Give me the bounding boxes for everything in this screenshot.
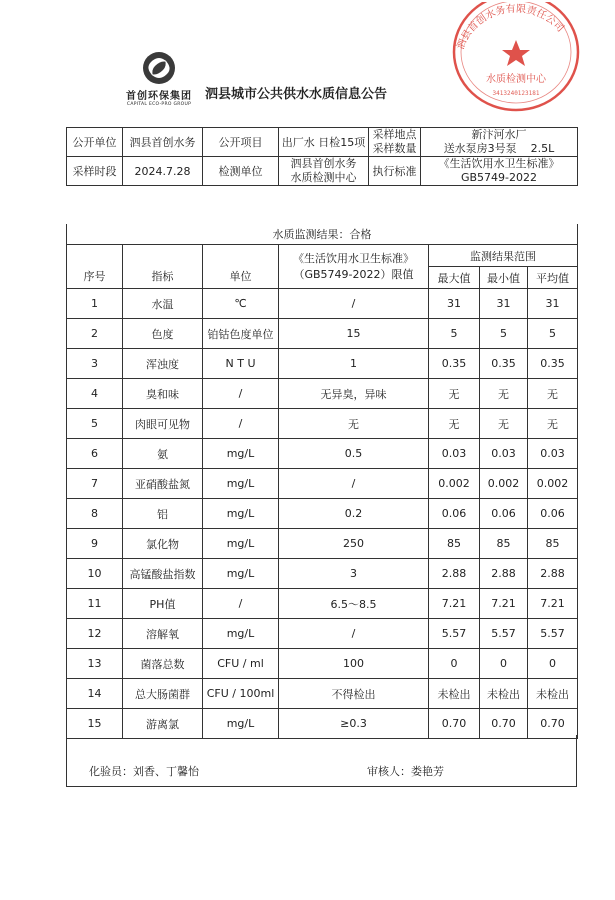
label-publisher: 公开单位 <box>67 128 123 157</box>
row-limit: 15 <box>279 319 429 349</box>
summary-row <box>67 224 578 245</box>
label-testing-unit: 检测单位 <box>203 157 279 186</box>
row-avg: 0.06 <box>528 499 578 529</box>
header-limit-line-2: （GB5749-2022）限值 <box>293 267 414 281</box>
row-max: 0.03 <box>429 439 480 469</box>
row-max: 0 <box>429 649 480 679</box>
row-avg: 5.57 <box>528 619 578 649</box>
row-seq: 1 <box>67 289 123 319</box>
label-item: 公开项目 <box>203 128 279 157</box>
row-seq: 2 <box>67 319 123 349</box>
svg-text:3413240123181: 3413240123181 <box>492 90 540 97</box>
header-max: 最大值 <box>429 267 480 289</box>
reviewer-signature: 审核人：娄艳芳 <box>367 765 444 778</box>
row-seq: 3 <box>67 349 123 379</box>
row-seq: 14 <box>67 679 123 709</box>
label-location-quantity <box>369 128 421 157</box>
row-avg: 31 <box>528 289 578 319</box>
table-row <box>67 649 578 679</box>
table-row <box>67 529 578 559</box>
row-limit: 无 <box>279 409 429 439</box>
row-max: 5 <box>429 319 480 349</box>
label-sampling-time: 采样时段 <box>67 157 123 186</box>
row-min: 无 <box>480 409 528 439</box>
row-indicator: PH值 <box>123 589 203 619</box>
meta-row-2 <box>67 157 578 186</box>
row-unit: mg/L <box>203 469 279 499</box>
row-indicator: 菌落总数 <box>123 649 203 679</box>
row-min: 5 <box>480 319 528 349</box>
row-max: 无 <box>429 379 480 409</box>
row-min: 2.88 <box>480 559 528 589</box>
svg-text:水质检测中心: 水质检测中心 <box>486 74 546 85</box>
row-min: 0.03 <box>480 439 528 469</box>
row-min: 0 <box>480 649 528 679</box>
table-row <box>67 619 578 649</box>
logo-chinese: 首创环保集团 <box>126 91 192 102</box>
label-quantity: 采样数量 <box>372 142 417 155</box>
row-min: 0.002 <box>480 469 528 499</box>
row-avg: 0.002 <box>528 469 578 499</box>
row-indicator: 氯化物 <box>123 529 203 559</box>
row-indicator: 亚硝酸盐氮 <box>123 469 203 499</box>
row-seq: 5 <box>67 409 123 439</box>
row-indicator: 色度 <box>123 319 203 349</box>
row-min: 7.21 <box>480 589 528 619</box>
result-rows <box>67 289 578 739</box>
row-max: 5.57 <box>429 619 480 649</box>
row-min: 0.70 <box>480 709 528 739</box>
table-row <box>67 349 578 379</box>
header-row-1 <box>67 245 578 267</box>
header-avg: 平均值 <box>528 267 578 289</box>
row-max: 85 <box>429 529 480 559</box>
header-min: 最小值 <box>480 267 528 289</box>
row-seq: 10 <box>67 559 123 589</box>
row-min: 0.06 <box>480 499 528 529</box>
row-unit: mg/L <box>203 619 279 649</box>
row-limit: 0.2 <box>279 499 429 529</box>
standard-line-1: 《生活饮用水卫生标准》 <box>438 157 560 170</box>
label-location: 采样地点 <box>372 128 417 141</box>
row-avg: 0 <box>528 649 578 679</box>
row-avg: 0.70 <box>528 709 578 739</box>
sampling-time-value: 2024.7.28 <box>123 157 203 186</box>
row-limit: 3 <box>279 559 429 589</box>
page-title: 泗县城市公共供水水质信息公告 <box>205 87 388 102</box>
row-max: 7.21 <box>429 589 480 619</box>
official-seal-icon <box>448 2 588 117</box>
row-limit: 无异臭，异味 <box>279 379 429 409</box>
table-row <box>67 559 578 589</box>
header-seq: 序号 <box>67 245 123 289</box>
row-unit: / <box>203 379 279 409</box>
row-seq: 8 <box>67 499 123 529</box>
row-unit: / <box>203 589 279 619</box>
meta-table <box>66 127 578 186</box>
row-avg: 0.35 <box>528 349 578 379</box>
row-limit: 250 <box>279 529 429 559</box>
row-seq: 6 <box>67 439 123 469</box>
meta-row-1 <box>67 128 578 157</box>
row-unit: / <box>203 409 279 439</box>
table-row <box>67 469 578 499</box>
header-unit: 单位 <box>203 245 279 289</box>
row-indicator: 肉眼可见物 <box>123 409 203 439</box>
testing-unit-value <box>279 157 369 186</box>
row-limit: ≥0.3 <box>279 709 429 739</box>
row-limit: / <box>279 289 429 319</box>
table-row <box>67 709 578 739</box>
row-max: 0.002 <box>429 469 480 499</box>
row-unit: mg/L <box>203 559 279 589</box>
row-min: 未检出 <box>480 679 528 709</box>
row-limit: 0.5 <box>279 439 429 469</box>
row-seq: 4 <box>67 379 123 409</box>
row-limit: 不得检出 <box>279 679 429 709</box>
row-limit: 6.5～8.5 <box>279 589 429 619</box>
row-indicator: 臭和味 <box>123 379 203 409</box>
row-avg: 未检出 <box>528 679 578 709</box>
row-min: 31 <box>480 289 528 319</box>
row-max: 未检出 <box>429 679 480 709</box>
table-row <box>67 379 578 409</box>
table-row <box>67 289 578 319</box>
row-limit: / <box>279 469 429 499</box>
logo-mark-icon <box>141 50 177 86</box>
results-table <box>66 224 578 739</box>
row-seq: 9 <box>67 529 123 559</box>
row-avg: 无 <box>528 379 578 409</box>
header-limit <box>279 245 429 289</box>
header-range: 监测结果范围 <box>429 245 578 267</box>
header-indicator: 指标 <box>123 245 203 289</box>
row-min: 85 <box>480 529 528 559</box>
row-seq: 11 <box>67 589 123 619</box>
row-indicator: 溶解氧 <box>123 619 203 649</box>
row-max: 31 <box>429 289 480 319</box>
publisher-value: 泗县首创水务 <box>123 128 203 157</box>
row-unit: mg/L <box>203 499 279 529</box>
row-avg: 7.21 <box>528 589 578 619</box>
row-limit: 1 <box>279 349 429 379</box>
row-min: 5.57 <box>480 619 528 649</box>
row-avg: 2.88 <box>528 559 578 589</box>
row-indicator: 高锰酸盐指数 <box>123 559 203 589</box>
company-logo <box>118 50 200 107</box>
row-limit: 100 <box>279 649 429 679</box>
header-limit-line-1: 《生活饮用水卫生标准》 <box>293 251 414 265</box>
table-row <box>67 679 578 709</box>
row-seq: 7 <box>67 469 123 499</box>
table-row <box>67 319 578 349</box>
row-min: 无 <box>480 379 528 409</box>
row-indicator: 铝 <box>123 499 203 529</box>
row-avg: 5 <box>528 319 578 349</box>
summary-text: 水质监测结果：合格 <box>67 224 578 245</box>
table-row <box>67 409 578 439</box>
row-indicator: 氨 <box>123 439 203 469</box>
label-standard: 执行标准 <box>369 157 421 186</box>
standard-line-2: GB5749-2022 <box>460 171 538 184</box>
item-value: 出厂水 日检15项 <box>279 128 369 157</box>
row-seq: 15 <box>67 709 123 739</box>
table-row <box>67 589 578 619</box>
row-unit: 铂钴色度单位 <box>203 319 279 349</box>
row-limit: / <box>279 619 429 649</box>
row-unit: mg/L <box>203 529 279 559</box>
row-unit: mg/L <box>203 709 279 739</box>
row-indicator: 浑浊度 <box>123 349 203 379</box>
row-avg: 0.03 <box>528 439 578 469</box>
row-max: 0.35 <box>429 349 480 379</box>
table-row <box>67 499 578 529</box>
row-indicator: 总大肠菌群 <box>123 679 203 709</box>
svg-text:泗县首创水务有限责任公司: 泗县首创水务有限责任公司 <box>455 3 566 52</box>
row-unit: mg/L <box>203 439 279 469</box>
row-max: 0.06 <box>429 499 480 529</box>
row-unit: ℃ <box>203 289 279 319</box>
row-unit: N T U <box>203 349 279 379</box>
row-indicator: 游离氯 <box>123 709 203 739</box>
location-value: 新汴河水厂 <box>471 128 527 141</box>
row-indicator: 水温 <box>123 289 203 319</box>
signature-area <box>66 735 577 787</box>
table-row <box>67 439 578 469</box>
tester-signature: 化验员：刘香、丁馨怡 <box>89 765 199 778</box>
row-seq: 12 <box>67 619 123 649</box>
row-avg: 无 <box>528 409 578 439</box>
row-seq: 13 <box>67 649 123 679</box>
row-max: 2.88 <box>429 559 480 589</box>
location-quantity-value <box>421 128 578 157</box>
testing-unit-line-2: 水质检测中心 <box>290 171 357 184</box>
row-max: 无 <box>429 409 480 439</box>
logo-english: CAPITAL ECO-PRO GROUP <box>126 102 192 107</box>
row-min: 0.35 <box>480 349 528 379</box>
row-avg: 85 <box>528 529 578 559</box>
standard-value <box>421 157 578 186</box>
row-unit: CFU / ml <box>203 649 279 679</box>
row-unit: CFU / 100ml <box>203 679 279 709</box>
testing-unit-line-1: 泗县首创水务 <box>290 157 357 170</box>
quantity-value: 送水泵房3号泵 2.5L <box>443 142 555 155</box>
row-max: 0.70 <box>429 709 480 739</box>
